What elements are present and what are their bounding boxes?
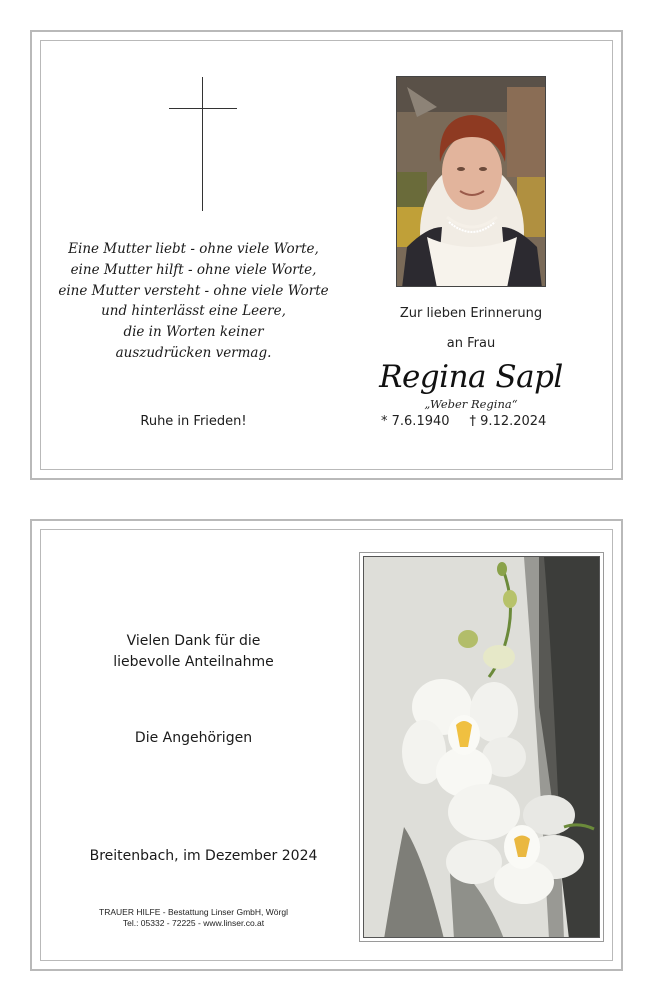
footer-line: TRAUER HILFE - Bestattung Linser GmbH, Wörgl: [99, 907, 288, 917]
cross-icon: [169, 77, 237, 211]
orchid-photo-frame: [359, 552, 604, 942]
an-frau-label: an Frau: [446, 336, 496, 351]
thanks-text: [71, 631, 316, 672]
front-inner-border: [40, 40, 613, 470]
verse-line: eine Mutter hilft - ohne viele Worte,: [70, 261, 317, 278]
funeral-home-footer: [71, 907, 316, 929]
verse-line: eine Mutter versteht - ohne viele Worte: [58, 282, 329, 299]
place-date: Breitenbach, im Dezember 2024: [89, 848, 318, 864]
memory-line: Zur lieben Erinnerung: [399, 306, 543, 321]
deceased-nickname: „Weber Regina“: [424, 397, 518, 411]
verse-line: Eine Mutter liebt - ohne viele Worte,: [68, 241, 319, 257]
relatives-signature: Die Angehörigen: [134, 730, 253, 746]
death-date: † 9.12.2024: [469, 414, 547, 429]
obituary-front-card: [30, 30, 623, 480]
obituary-back-card: [30, 519, 623, 971]
orchid-photo: [363, 556, 600, 938]
thanks-line: liebevolle Anteilnahme: [113, 653, 274, 670]
footer-line: Tel.: 05332 - 72225 - www.linser.co.at: [122, 918, 265, 928]
rest-in-peace-text: Ruhe in Frieden!: [140, 414, 247, 429]
birth-date: * 7.6.1940: [381, 414, 450, 429]
back-inner-border: [40, 529, 613, 961]
thanks-line: Vielen Dank für die: [126, 633, 261, 649]
verse-line: und hinterlässt eine Leere,: [101, 303, 286, 320]
portrait-photo: [396, 76, 546, 287]
verse-line: auszudrücken vermag.: [115, 344, 272, 361]
deceased-name: Regina Sapl: [379, 359, 563, 395]
life-dates: [381, 414, 566, 429]
verse-poem: [51, 239, 336, 364]
verse-line: die in Worten keiner: [123, 324, 264, 341]
